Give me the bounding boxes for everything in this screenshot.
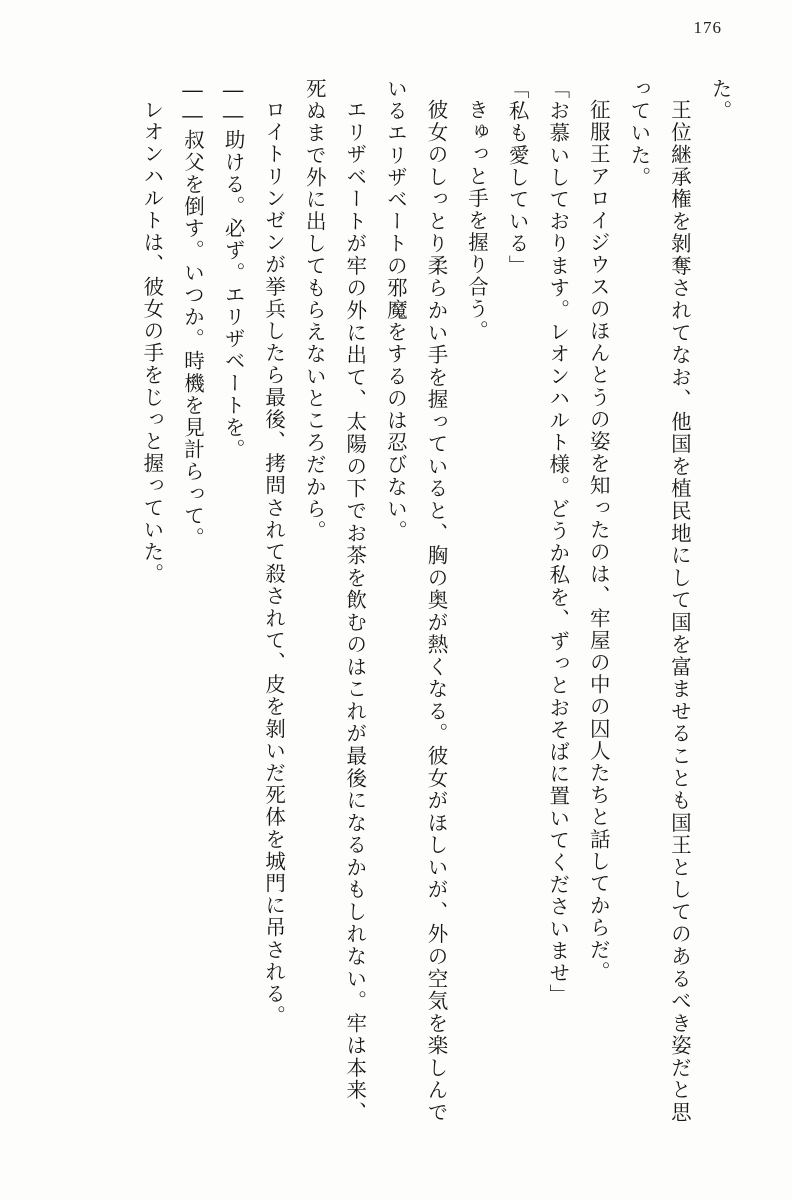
paragraph: レオンハルトは、彼女の手をじっと握っていた。 — [139, 98, 164, 585]
paragraph: ロイトリンゼンが挙兵したら最後、拷問されて殺されて、皮を剝いだ死体を城門に吊される。 — [261, 98, 286, 1027]
paragraph: 王位継承権を剝奪されてなお、他国を植民地にして国を富ませることも国王としてのあるべき姿だと思っていた。 — [626, 78, 692, 1123]
paragraph: た。 — [708, 78, 732, 123]
page-number: 176 — [693, 18, 722, 37]
paragraph: エリザベートが牢の外に出て、太陽の下でお茶を飲むのはこれが最後になるかもしれない。牢は本来、死ぬまで外に出してもらえないところだから。 — [302, 78, 367, 1123]
paragraph: 「お慕いしております。レオンハルト様。どうか私を、ずっとおそばに置いてくださいませ」 — [545, 78, 570, 1007]
paragraph: 「私も愛している」 — [505, 78, 530, 277]
paragraph: きゅっと手を握り合う。 — [464, 98, 489, 342]
paragraph: 征服王アロイジウスのほんとうの姿を知ったのは、牢屋の中の囚人たちと話してからだ。 — [586, 98, 611, 983]
paragraph: 彼女のしっとり柔らかい手を握っていると、胸の奥が熱くなる。彼女がほしいが、外の空気を楽しんでいるエリザベートの邪魔をするのは忍びない。 — [383, 78, 448, 1123]
paragraph: ――叔父を倒す。いつか。時機を見計らって。 — [180, 78, 205, 550]
page-body-text — [40, 78, 740, 1123]
paragraph: ――助ける。必ず。エリザベートを。 — [221, 78, 246, 461]
